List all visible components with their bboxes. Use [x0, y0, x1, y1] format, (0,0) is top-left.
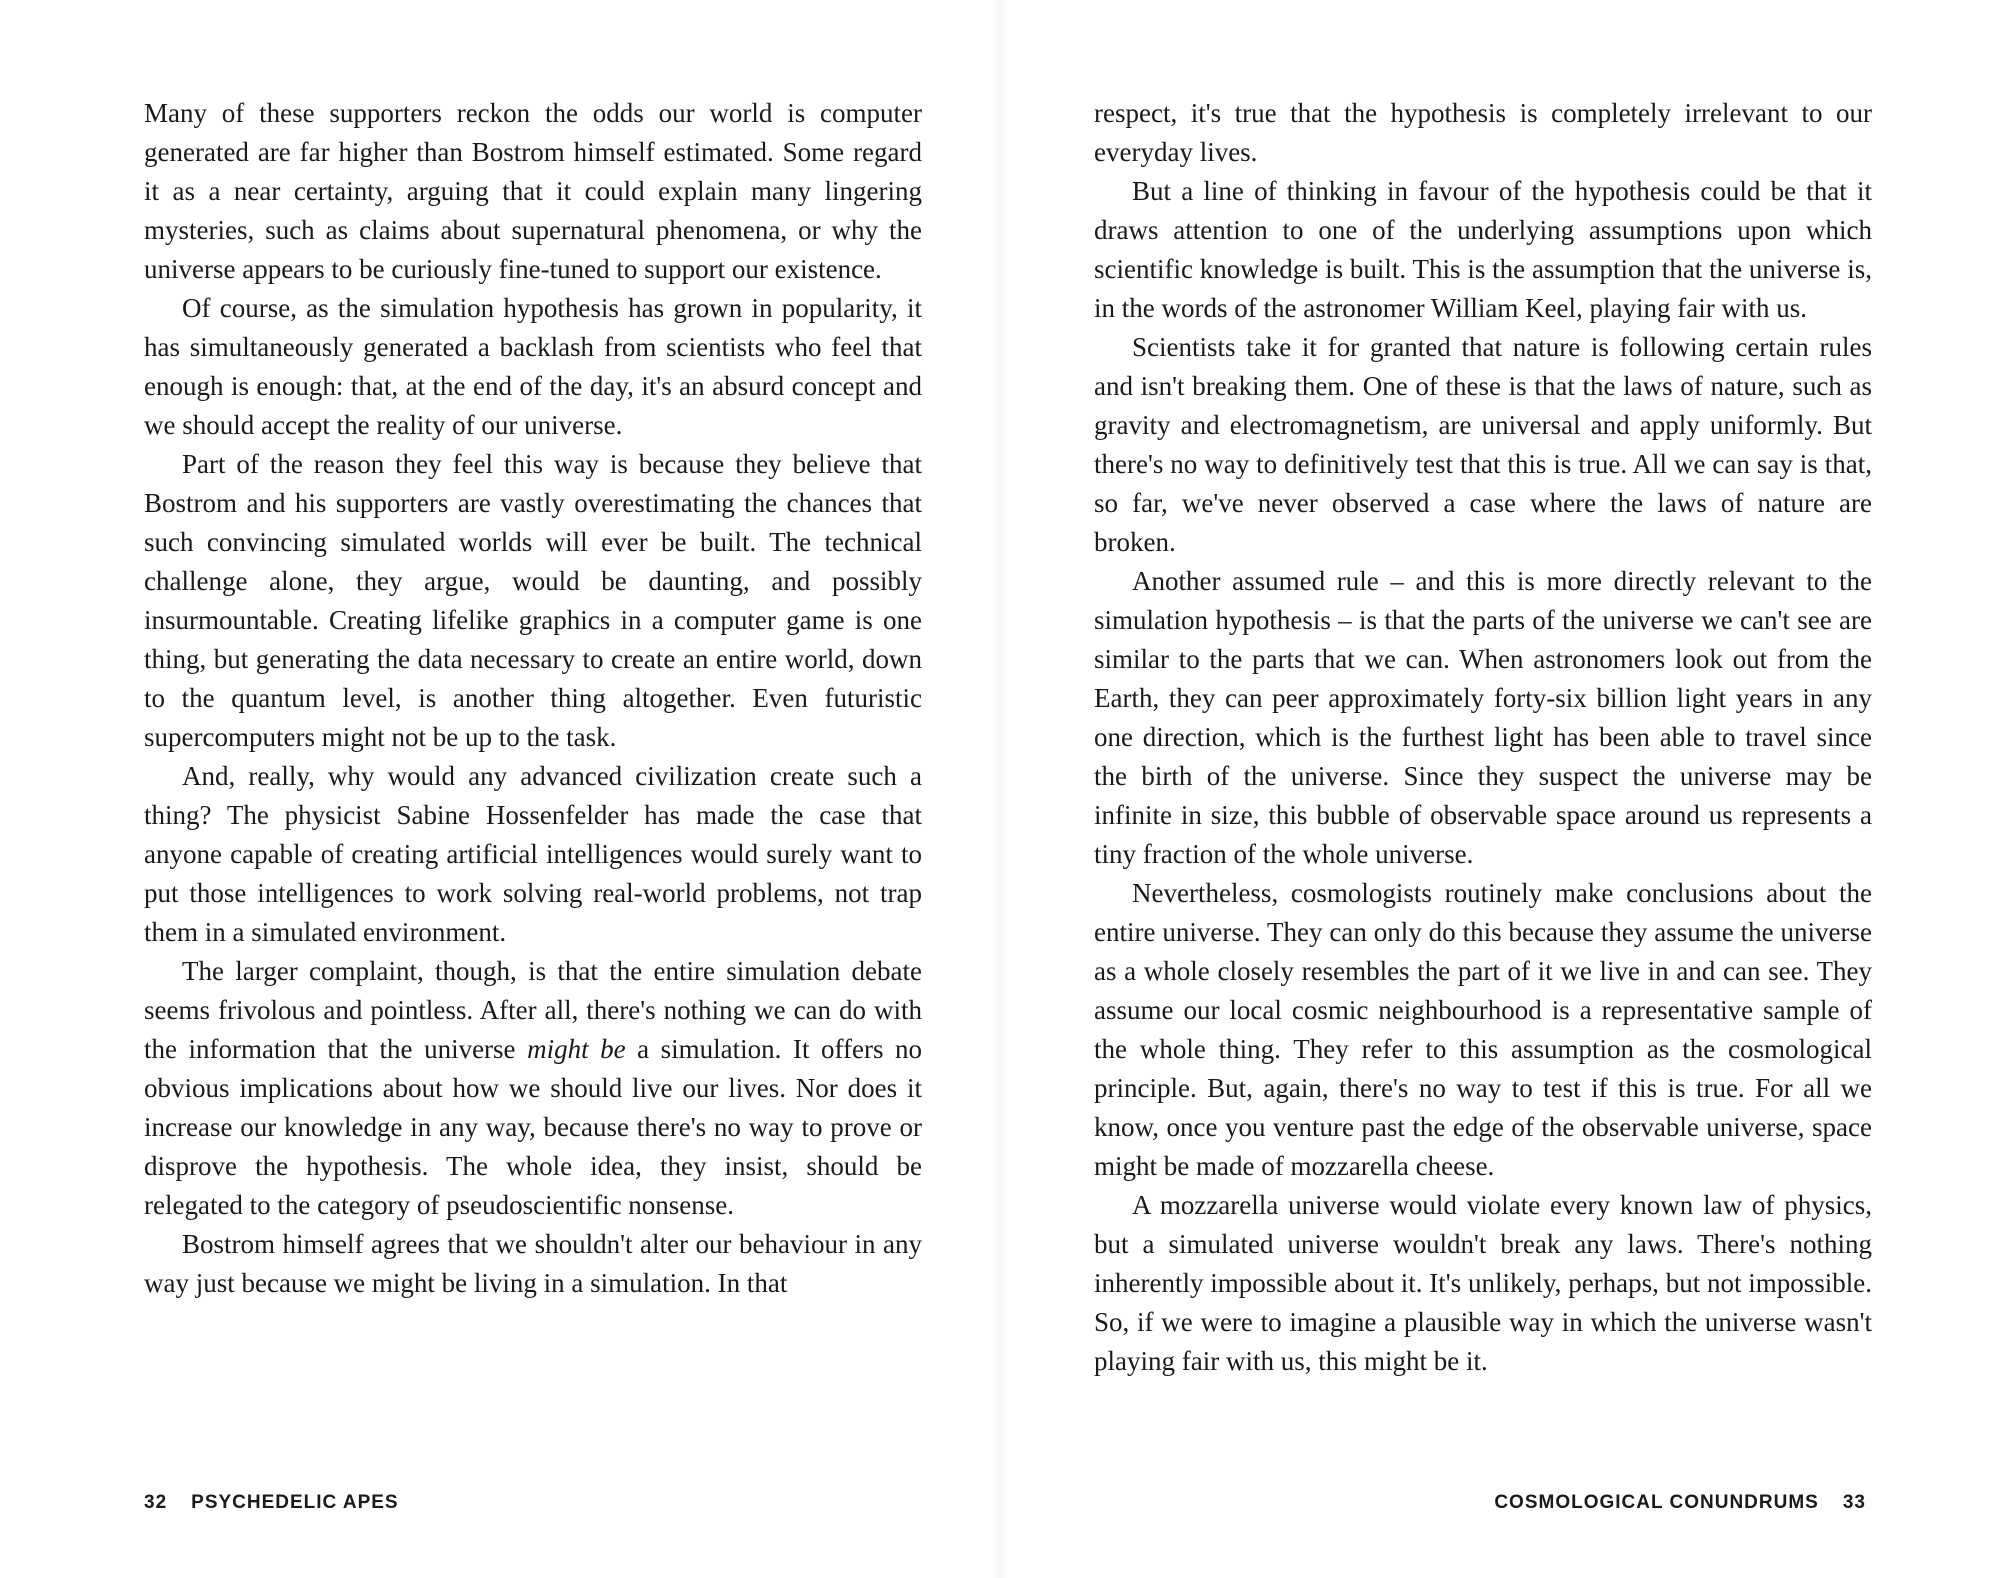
page-number: 33 — [1842, 1492, 1866, 1513]
paragraph: Nevertheless, cosmologists routinely make conclusions about the entire universe. They can only do this because they assume the universe as a whole closely resembles the part of it we live in and can see. They assume our local cosmic neighbourhood is a representative sample of the whole thing. They refer to this assumption as the cosmological principle. But, again, there's no way to test if this is true. For all we know, once you venture past the edge of the observable universe, space might be made of mozzarella cheese. — [1094, 878, 1872, 1181]
paragraph: But a line of thinking in favour of the hypothesis could be that it draws attention to one of the underlying assumptions upon which scientific knowledge is built. This is the assumption that the universe is, in the words of the astronomer William Keel, playing fair with us. — [1094, 176, 1872, 323]
paragraph: A mozzarella universe would violate every known law of physics, but a simulated universe wouldn't break any laws. There's nothing inherently impossible about it. It's unlikely, perhaps, but not impossible. So, if we were to imagine a plausible way in which the universe wasn't playing fair with us, this might be it. — [1094, 1190, 1872, 1376]
right-page — [1094, 94, 1872, 1381]
left-page — [144, 94, 922, 1303]
page-gutter — [992, 0, 1008, 1578]
page-number: 32 — [144, 1492, 168, 1513]
running-head: PSYCHEDELIC APES — [191, 1492, 399, 1513]
left-page-footer — [144, 1492, 399, 1514]
paragraph — [144, 952, 922, 1225]
paragraph: Another assumed rule – and this is more directly relevant to the simulation hypothesis – is that the parts of the universe we can't see are similar to the parts that we can. When astronomers look out from the Earth, they can peer approximately forty-six billion light years in any one direction, which is the furthest light has been able to travel since the birth of the universe. Since they suspect the universe may be infinite in size, this bubble of observable space around us represents a tiny fraction of the whole universe. — [1094, 566, 1872, 869]
paragraph: Scientists take it for granted that nature is following certain rules and isn't breaking them. One of these is that the laws of nature, such as gravity and electromagnetism, are universal and apply uniformly. But there's no way to definitively test that this is true. All we can say is that, so far, we've never observed a case where the laws of nature are broken. — [1094, 332, 1872, 557]
paragraph: Bostrom himself agrees that we shouldn't alter our behaviour in any way just because we might be living in a simulation. In that — [144, 1229, 922, 1298]
paragraph-text: The larger complaint, though, is that the entire simulation debate seems frivolous and pointless. After all, there's nothing we can do with the information that the universe — [144, 956, 922, 1064]
paragraph: respect, it's true that the hypothesis is completely irrelevant to our everyday lives. — [1094, 98, 1872, 167]
paragraph: Of course, as the simulation hypothesis has grown in popularity, it has simultaneously generated a backlash from scientists who feel that enough is enough: that, at the end of the day, it's an absurd concept and we should accept the reality of our universe. — [144, 293, 922, 440]
right-page-footer — [1494, 1492, 1866, 1514]
paragraph: Part of the reason they feel this way is because they believe that Bostrom and his supporters are vastly overestimating the chances that such convincing simulated worlds will ever be built. The technical challenge alone, they argue, would be daunting, and possibly insurmountable. Creating lifelike graphics in a computer game is one thing, but generating the data necessary to create an entire world, down to the quantum level, is another thing altogether. Even futuristic supercomputers might not be up to the task. — [144, 449, 922, 752]
emphasis-text: might be — [527, 1034, 626, 1064]
paragraph-text: a simulation. It offers no obvious implications about how we should live our lives. Nor does it increase our knowledge in any way, because there's no way to prove or disprove the hypothesis. The whole idea, they insist, should be relegated to the category of pseudoscientific nonsense. — [144, 1034, 922, 1220]
paragraph: And, really, why would any advanced civilization create such a thing? The physicist Sabine Hossenfelder has made the case that anyone capable of creating artificial intelligences would surely want to put those intelligences to work solving real-world problems, not trap them in a simulated environment. — [144, 761, 922, 947]
paragraph: Many of these supporters reckon the odds our world is computer generated are far higher than Bostrom himself estimated. Some regard it as a near certainty, arguing that it could explain many lingering mysteries, such as claims about supernatural phenomena, or why the universe appears to be curiously fine-tuned to support our existence. — [144, 98, 922, 284]
running-head: COSMOLOGICAL CONUNDRUMS — [1494, 1492, 1819, 1513]
